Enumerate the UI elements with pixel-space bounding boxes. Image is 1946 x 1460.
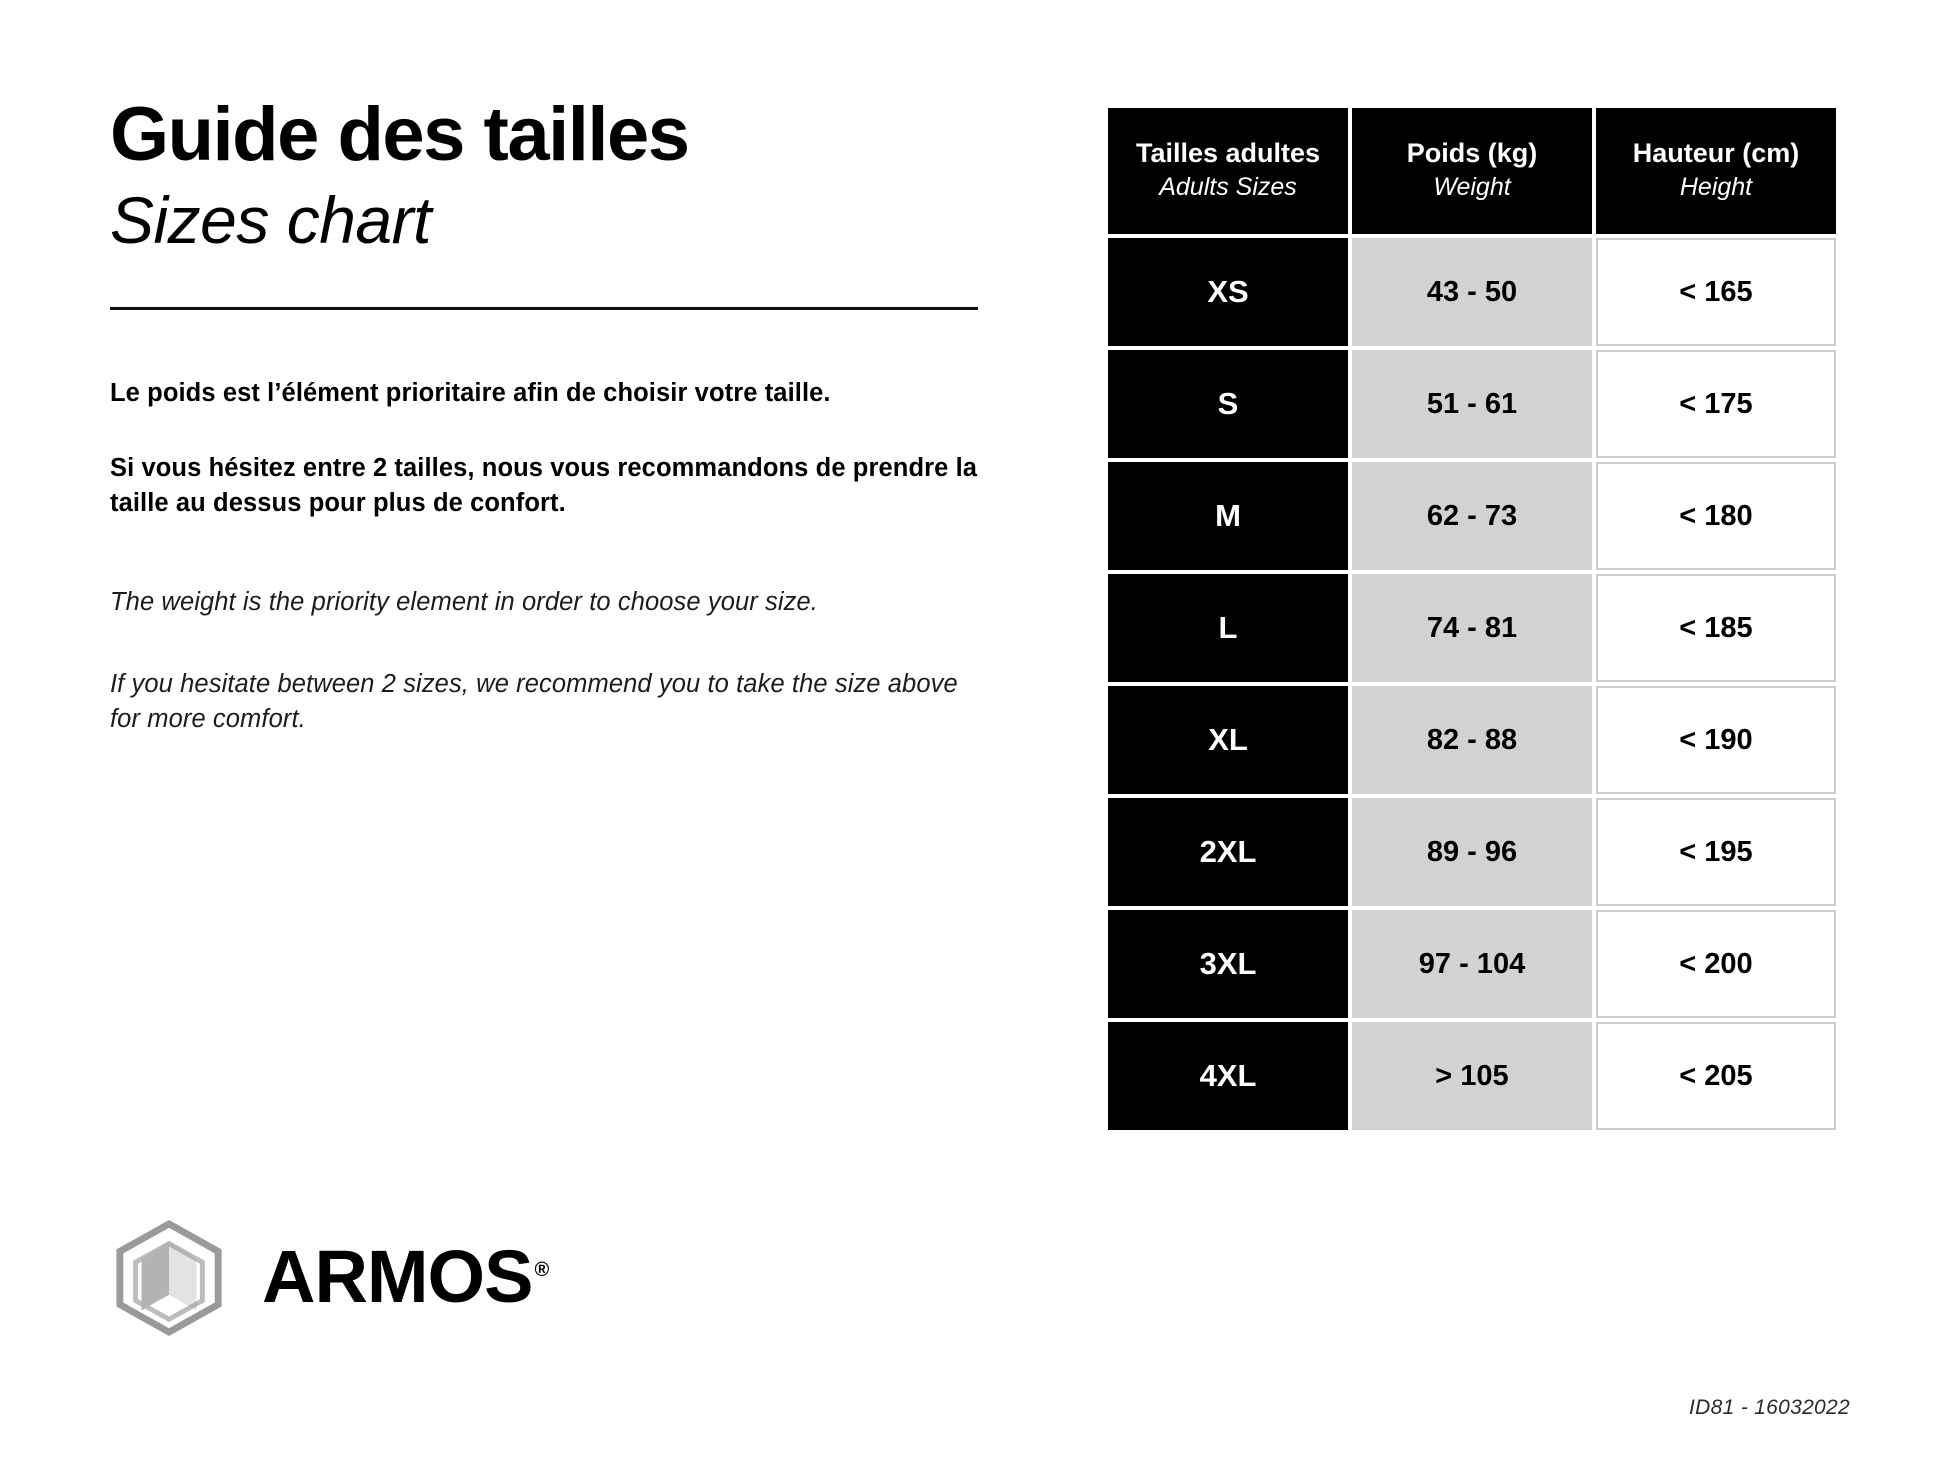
registered-mark: ® [534,1259,549,1282]
table-head [1108,108,1836,234]
size-value: 2XL [1108,798,1348,906]
cell-height [1596,350,1836,458]
cell-weight [1352,462,1592,570]
table-body [1108,238,1836,1130]
weight-value: 89 - 96 [1352,798,1592,906]
size-value: 4XL [1108,1022,1348,1130]
cell-weight [1352,574,1592,682]
size-value: S [1108,350,1348,458]
weight-value: 82 - 88 [1352,686,1592,794]
cell-size [1108,1022,1348,1130]
size-value: XL [1108,686,1348,794]
note-en-1: The weight is the priority element in order to choose your size. [110,588,818,617]
cell-weight [1352,1022,1592,1130]
header-cell-weight [1352,108,1592,234]
cell-height [1596,686,1836,794]
cell-weight [1352,910,1592,1018]
table-row [1108,1022,1836,1130]
cell-size [1108,686,1348,794]
cell-size [1108,910,1348,1018]
table-row [1108,798,1836,906]
height-value: < 200 [1596,910,1836,1018]
height-value: < 205 [1596,1022,1836,1130]
height-value: < 195 [1596,798,1836,906]
table-row [1108,238,1836,346]
header-weight-en: Weight [1433,173,1511,202]
header-size-fr: Tailles adultes [1135,137,1321,168]
cell-height [1596,574,1836,682]
note-en-2: If you hesitate between 2 sizes, we recommend you to take the size above for more comfort. [110,669,958,733]
cell-weight [1352,238,1592,346]
page-title-fr: Guide des tailles [110,92,689,177]
cell-weight [1352,798,1592,906]
header-height-en: Height [1679,173,1753,202]
table-row [1108,910,1836,1018]
height-value: < 180 [1596,462,1836,570]
cell-size [1108,798,1348,906]
cell-size [1108,238,1348,346]
weight-value: 62 - 73 [1352,462,1592,570]
note-fr-1: Le poids est l’élément prioritaire afin de choisir votre taille. [110,378,831,407]
height-value: < 175 [1596,350,1836,458]
weight-value: 97 - 104 [1352,910,1592,1018]
document-reference: ID81 - 16032022 [1689,1396,1850,1419]
weight-value: 51 - 61 [1352,350,1592,458]
brand-wordmark [262,1235,549,1318]
size-value: 3XL [1108,910,1348,1018]
cell-height [1596,238,1836,346]
height-value: < 190 [1596,686,1836,794]
table-row [1108,350,1836,458]
size-value: L [1108,574,1348,682]
header-weight-fr: Poids (kg) [1406,137,1538,168]
table-row [1108,574,1836,682]
cell-size [1108,462,1348,570]
left-column [110,92,980,762]
page-title-en: Sizes chart [110,182,431,257]
cell-height [1596,1022,1836,1130]
height-value: < 185 [1596,574,1836,682]
brand-logo [110,1218,548,1336]
cell-weight [1352,686,1592,794]
title-divider [110,307,978,310]
hexagon-armos-logo-icon [110,1218,228,1336]
table-row [1108,686,1836,794]
table-row [1108,462,1836,570]
size-value: XS [1108,238,1348,346]
note-fr-2: Si vous hésitez entre 2 tailles, nous vous recommandons de prendre la taille au dessus pour plus de confort. [110,454,978,518]
cell-height [1596,798,1836,906]
sizes-table [1104,104,1840,1134]
header-cell-height [1596,108,1836,234]
size-value: M [1108,462,1348,570]
header-size-en: Adults Sizes [1159,173,1297,202]
table-header-row [1108,108,1836,234]
weight-value: 74 - 81 [1352,574,1592,682]
height-value: < 165 [1596,238,1836,346]
brand-name: ARMOS [262,1235,533,1318]
header-height-fr: Hauteur (cm) [1632,137,1800,168]
weight-value: > 105 [1352,1022,1592,1130]
cell-weight [1352,350,1592,458]
cell-size [1108,574,1348,682]
weight-value: 43 - 50 [1352,238,1592,346]
cell-size [1108,350,1348,458]
cell-height [1596,462,1836,570]
header-cell-size [1108,108,1348,234]
cell-height [1596,910,1836,1018]
